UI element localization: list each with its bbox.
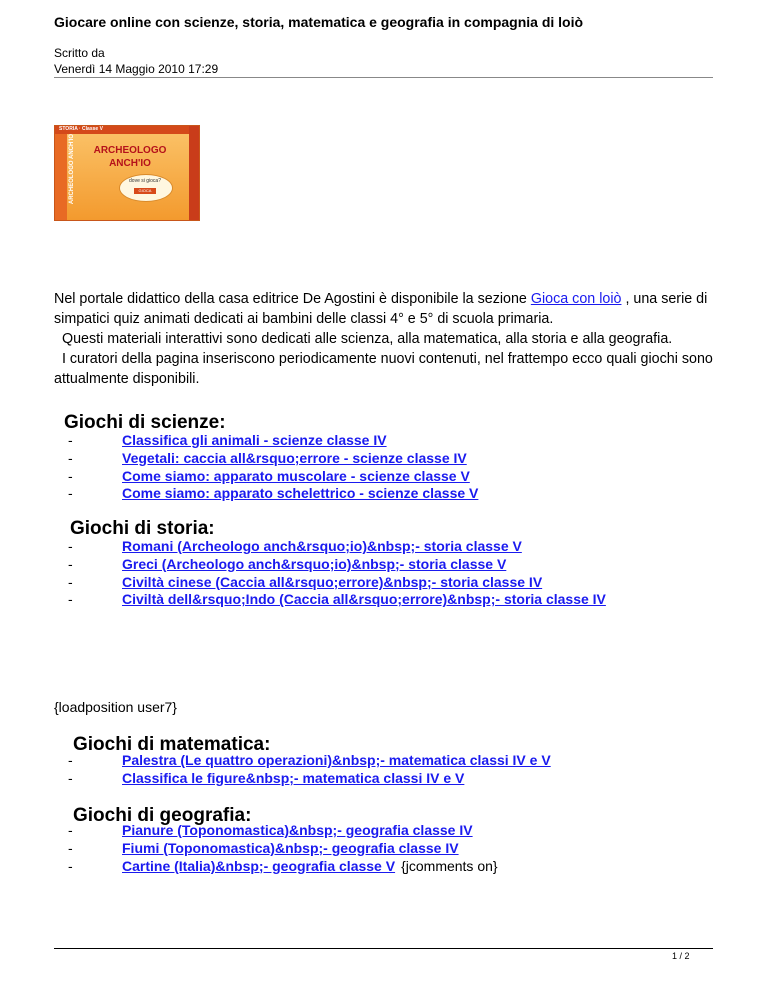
list-dash: - xyxy=(68,555,73,572)
jcomments-placeholder: {jcomments on} xyxy=(401,857,498,874)
thumbnail-play-button: GIOCA xyxy=(134,188,156,194)
list-dash: - xyxy=(68,591,73,608)
list-item xyxy=(68,770,551,788)
game-link[interactable]: Civiltà dell&rsquo;Indo (Caccia all&rsquo;errore)&nbsp;- storia classe IV xyxy=(122,591,606,608)
game-link[interactable]: Classifica le figure&nbsp;- matematica classi IV e V xyxy=(122,769,465,786)
game-link[interactable]: Pianure (Toponomastica)&nbsp;- geografia classe IV xyxy=(122,822,473,838)
section-title-matematica: Giochi di matematica: xyxy=(73,734,271,755)
game-link[interactable]: Greci (Archeologo anch&rsquo;io)&nbsp;- storia classe V xyxy=(122,555,507,572)
footer-divider xyxy=(54,948,713,949)
intro-paragraph-2: Questi materiali interattivi sono dedicati alle scienza, alla matematica, alla storia e alla geografia. xyxy=(54,331,673,347)
thumbnail-bubble-text: dove si gioca? xyxy=(129,178,161,184)
list-dash: - xyxy=(68,839,73,856)
list-item xyxy=(68,432,478,450)
game-link[interactable]: Romani (Archeologo anch&rsquo;io)&nbsp;- storia classe V xyxy=(122,538,522,554)
list-dash: - xyxy=(68,467,73,484)
list-item xyxy=(68,538,606,556)
list-dash: - xyxy=(68,822,73,838)
list-item xyxy=(68,556,606,574)
game-link[interactable]: Palestra (Le quattro operazioni)&nbsp;- matematica classi IV e V xyxy=(122,752,551,768)
intro-text xyxy=(54,289,717,389)
header-divider xyxy=(54,77,713,78)
list-dash: - xyxy=(68,573,73,590)
list-dash: - xyxy=(68,857,73,874)
list-scienze xyxy=(68,432,478,503)
list-item xyxy=(68,822,498,840)
intro-text-after-link: , una serie di simpatici quiz animati dedicati ai bambini delle classi 4° e 5° di scuola primaria. xyxy=(54,291,708,327)
section-title-scienze: Giochi di scienze: xyxy=(64,412,226,433)
list-item xyxy=(68,468,478,486)
game-link[interactable]: Fiumi (Toponomastica)&nbsp;- geografia classe IV xyxy=(122,839,459,856)
list-item xyxy=(68,450,478,468)
list-item xyxy=(68,574,606,592)
list-storia xyxy=(68,538,606,609)
list-dash: - xyxy=(68,485,73,502)
intro-paragraph-3: I curatori della pagina inseriscono periodicamente nuovi contenuti, nel frattempo ecco quali giochi sono attualmente disponibili. xyxy=(54,351,717,387)
game-thumbnail-image xyxy=(54,125,200,221)
list-item xyxy=(68,840,498,858)
thumbnail-title-line-2: ANCH'IO xyxy=(109,158,151,169)
thumbnail-title-line-1: ARCHEOLOGO xyxy=(93,145,167,156)
thumbnail-side-text: ARCHEOLOGO ANCH'IO xyxy=(69,133,76,205)
thumbnail-side-bar xyxy=(55,134,67,220)
game-link[interactable]: Come siamo: apparato muscolare - scienze classe V xyxy=(122,467,470,484)
page-title: Giocare online con scienze, storia, matematica e geografia in compagnia di loiò xyxy=(54,14,584,30)
publish-date: Venerdì 14 Maggio 2010 17:29 xyxy=(54,62,219,76)
author-label: Scritto da xyxy=(54,46,105,60)
list-dash: - xyxy=(68,432,73,448)
game-link[interactable]: Come siamo: apparato schelettrico - scienze classe V xyxy=(122,485,479,502)
list-item xyxy=(68,591,606,609)
list-matematica xyxy=(68,752,551,788)
list-item xyxy=(68,485,478,503)
game-link[interactable]: Vegetali: caccia all&rsquo;errore - scienze classe IV xyxy=(122,449,467,466)
game-link[interactable]: Civiltà cinese (Caccia all&rsquo;errore)&nbsp;- storia classe IV xyxy=(122,573,543,590)
list-item xyxy=(68,858,498,876)
game-link[interactable]: Cartine (Italia)&nbsp;- geografia classe V xyxy=(122,857,396,874)
game-link[interactable]: Classifica gli animali - scienze classe IV xyxy=(122,432,387,448)
intro-paragraph-1 xyxy=(54,289,714,329)
section-title-geografia: Giochi di geografia: xyxy=(73,805,252,826)
list-geografia xyxy=(68,822,498,875)
thumbnail-band-text: STORIA · Classe V xyxy=(59,126,103,132)
thumbnail-title xyxy=(85,144,175,170)
list-dash: - xyxy=(68,449,73,466)
list-item xyxy=(68,752,551,770)
author-block xyxy=(54,45,218,77)
loadposition-placeholder: {loadposition user7} xyxy=(54,699,177,715)
section-title-storia: Giochi di storia: xyxy=(70,518,215,539)
gioca-con-loio-link[interactable]: Gioca con loiò xyxy=(530,291,622,307)
thumbnail-right-edge xyxy=(189,126,199,220)
list-dash: - xyxy=(68,769,73,786)
page-number: 1 / 2 xyxy=(672,951,690,961)
list-dash: - xyxy=(68,538,73,554)
intro-text-before-link: Nel portale didattico della casa editrice De Agostini è disponibile la sezione xyxy=(54,291,531,307)
list-dash: - xyxy=(68,752,73,768)
